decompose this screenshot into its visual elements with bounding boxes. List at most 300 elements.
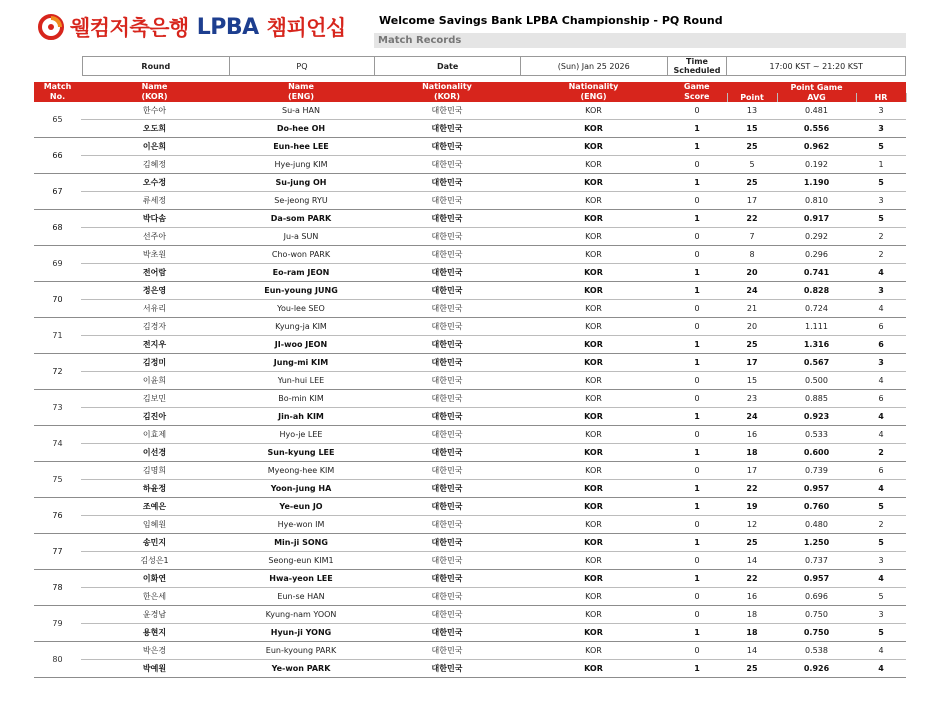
col-nat-eng-line2: (ENG) [580,92,607,101]
player-nationality-kor: 대한민국 [374,120,520,138]
player-name-eng: Su-a HAN [228,102,374,120]
table-row [34,282,906,300]
player-name-kor: 김혜정 [81,156,228,174]
player-nationality-eng: KOR [520,210,667,228]
table-row [34,246,906,264]
player-point: 25 [727,660,777,678]
document-title: Welcome Savings Bank LPBA Championship - PQ Round [379,14,723,27]
document-subtitle: Match Records [378,35,462,46]
player-name-kor: 김명희 [81,462,228,480]
player-game-score: 1 [667,336,727,354]
player-point: 14 [727,552,777,570]
player-nationality-eng: KOR [520,588,667,606]
player-name-kor: 류세정 [81,192,228,210]
logo-text-championship: 챔피언십 [266,16,346,40]
player-nationality-eng: KOR [520,516,667,534]
table-row [34,138,906,156]
player-point: 17 [727,462,777,480]
player-nationality-eng: KOR [520,606,667,624]
table-row [34,156,906,174]
player-hr: 2 [856,516,906,534]
round-info-row [82,56,906,76]
player-name-eng: Hyo-je LEE [228,426,374,444]
player-nationality-eng: KOR [520,480,667,498]
player-hr: 4 [856,408,906,426]
player-name-eng: Cho-won PARK [228,246,374,264]
player-point: 8 [727,246,777,264]
player-hr: 5 [856,174,906,192]
table-row [34,102,906,120]
player-nationality-kor: 대한민국 [374,354,520,372]
player-hr: 1 [856,156,906,174]
player-name-eng: Eun-kyoung PARK [228,642,374,660]
col-nat-kor-line1: Nationality [422,82,472,91]
player-hr: 6 [856,336,906,354]
player-name-eng: Jin-ah KIM [228,408,374,426]
match-number: 66 [34,138,81,174]
player-name-eng: Myeong-hee KIM [228,462,374,480]
col-nat-eng-line1: Nationality [568,82,619,91]
player-avg: 0.724 [777,300,856,318]
player-nationality-kor: 대한민국 [374,336,520,354]
player-game-score: 0 [667,588,727,606]
player-nationality-eng: KOR [520,264,667,282]
player-nationality-kor: 대한민국 [374,408,520,426]
player-nationality-kor: 대한민국 [374,174,520,192]
player-game-score: 0 [667,228,727,246]
player-name-eng: Kyung-nam YOON [228,606,374,624]
player-name-eng: Eo-ram JEON [228,264,374,282]
player-game-score: 1 [667,660,727,678]
player-game-score: 1 [667,264,727,282]
player-point: 7 [727,228,777,246]
player-game-score: 0 [667,516,727,534]
player-hr: 4 [856,480,906,498]
player-point: 15 [727,372,777,390]
player-game-score: 0 [667,156,727,174]
player-name-kor: 정은영 [81,282,228,300]
match-number: 68 [34,210,81,246]
player-name-eng: Sun-kyung LEE [228,444,374,462]
player-name-kor: 윤경남 [81,606,228,624]
player-avg: 0.885 [777,390,856,408]
player-avg: 0.737 [777,552,856,570]
match-number: 67 [34,174,81,210]
player-nationality-eng: KOR [520,372,667,390]
player-name-kor: 용현지 [81,624,228,642]
player-name-kor: 김성은1 [81,552,228,570]
player-name-eng: Yoon-jung HA [228,480,374,498]
player-name-eng: Ju-a SUN [228,228,374,246]
player-game-score: 1 [667,444,727,462]
player-nationality-kor: 대한민국 [374,606,520,624]
player-point: 17 [727,354,777,372]
match-number: 75 [34,462,81,498]
player-nationality-eng: KOR [520,192,667,210]
player-nationality-kor: 대한민국 [374,318,520,336]
player-avg: 0.296 [777,246,856,264]
player-name-kor: 오도희 [81,120,228,138]
player-nationality-kor: 대한민국 [374,282,520,300]
col-match-line1: Match [43,82,72,91]
time-label-line2: Scheduled [673,66,721,75]
table-row [34,228,906,246]
player-hr: 3 [856,552,906,570]
player-nationality-eng: KOR [520,570,667,588]
player-game-score: 0 [667,372,727,390]
player-avg: 0.192 [777,156,856,174]
player-avg: 1.316 [777,336,856,354]
match-number: 69 [34,246,81,282]
player-name-kor: 한수아 [81,102,228,120]
player-name-eng: Hye-won IM [228,516,374,534]
table-row [34,534,906,552]
player-hr: 4 [856,642,906,660]
player-hr: 4 [856,570,906,588]
player-point: 17 [727,192,777,210]
col-game-score [667,82,727,102]
col-point-game: Point Game [727,82,906,93]
player-point: 25 [727,138,777,156]
records-body [34,102,906,678]
table-row [34,408,906,426]
time-label [668,57,728,75]
player-hr: 4 [856,660,906,678]
player-nationality-kor: 대한민국 [374,498,520,516]
col-name-kor-line2: (KOR) [141,92,168,101]
player-hr: 6 [856,390,906,408]
player-nationality-eng: KOR [520,660,667,678]
match-number: 72 [34,354,81,390]
player-name-eng: Kyung-ja KIM [228,318,374,336]
player-avg: 1.190 [777,174,856,192]
col-hr: HR [856,93,906,102]
time-label-line1: Time [686,57,708,66]
player-point: 22 [727,480,777,498]
col-point: Point [727,93,777,102]
match-records-table [34,82,907,678]
player-game-score: 1 [667,174,727,192]
player-name-kor: 하윤정 [81,480,228,498]
player-avg: 0.480 [777,516,856,534]
player-nationality-eng: KOR [520,336,667,354]
player-name-kor: 조예은 [81,498,228,516]
match-number: 77 [34,534,81,570]
player-name-eng: Hyun-ji YONG [228,624,374,642]
player-avg: 0.923 [777,408,856,426]
player-avg: 1.111 [777,318,856,336]
player-nationality-kor: 대한민국 [374,228,520,246]
player-hr: 4 [856,264,906,282]
col-score-line2: Score [684,92,710,101]
player-hr: 5 [856,498,906,516]
player-nationality-kor: 대한민국 [374,390,520,408]
player-avg: 0.917 [777,210,856,228]
logo-text-kr: 웰컴저축은행 [70,16,189,40]
table-row [34,606,906,624]
col-name-eng-line2: (ENG) [287,92,315,101]
player-name-kor: 이화연 [81,570,228,588]
table-row [34,210,906,228]
player-name-eng: Su-jung OH [228,174,374,192]
player-nationality-kor: 대한민국 [374,462,520,480]
logo-text-lpba: LPBA [196,14,259,40]
player-name-kor: 이효제 [81,426,228,444]
player-point: 16 [727,426,777,444]
player-point: 18 [727,606,777,624]
player-hr: 2 [856,228,906,246]
match-number: 65 [34,102,81,138]
player-name-eng: Seong-eun KIM1 [228,552,374,570]
player-avg: 0.500 [777,372,856,390]
match-number: 73 [34,390,81,426]
player-nationality-kor: 대한민국 [374,480,520,498]
match-number: 74 [34,426,81,462]
player-nationality-eng: KOR [520,408,667,426]
player-hr: 3 [856,192,906,210]
player-game-score: 0 [667,426,727,444]
player-hr: 4 [856,426,906,444]
player-game-score: 0 [667,462,727,480]
col-match-line2: No. [49,92,66,101]
col-nationality-eng [520,82,667,102]
player-name-kor: 이윤희 [81,372,228,390]
player-hr: 3 [856,606,906,624]
player-hr: 3 [856,102,906,120]
player-name-kor: 김보민 [81,390,228,408]
col-match-no [34,82,81,102]
player-name-eng: Se-jeong RYU [228,192,374,210]
player-nationality-kor: 대한민국 [374,570,520,588]
player-hr: 4 [856,300,906,318]
player-point: 19 [727,498,777,516]
player-avg: 0.538 [777,642,856,660]
match-number: 76 [34,498,81,534]
player-name-kor: 김진아 [81,408,228,426]
player-point: 16 [727,588,777,606]
table-row [34,390,906,408]
date-value: (Sun) Jan 25 2026 [521,57,668,75]
table-row [34,372,906,390]
date-label: Date [375,57,521,75]
player-nationality-eng: KOR [520,120,667,138]
welcome-logo-icon [38,14,64,40]
table-row [34,444,906,462]
player-game-score: 0 [667,390,727,408]
player-nationality-kor: 대한민국 [374,264,520,282]
player-name-kor: 김경자 [81,318,228,336]
player-name-kor: 한은세 [81,588,228,606]
header-row [34,82,906,93]
table-row [34,120,906,138]
player-game-score: 1 [667,138,727,156]
table-row [34,336,906,354]
player-name-eng: Do-hee OH [228,120,374,138]
player-hr: 2 [856,246,906,264]
player-point: 13 [727,102,777,120]
match-number: 71 [34,318,81,354]
player-point: 18 [727,444,777,462]
player-nationality-eng: KOR [520,156,667,174]
player-hr: 5 [856,138,906,156]
player-nationality-kor: 대한민국 [374,426,520,444]
player-point: 24 [727,282,777,300]
player-nationality-kor: 대한민국 [374,444,520,462]
player-name-kor: 김정미 [81,354,228,372]
player-nationality-eng: KOR [520,174,667,192]
player-name-kor: 이은희 [81,138,228,156]
player-avg: 0.957 [777,570,856,588]
player-avg: 0.741 [777,264,856,282]
player-point: 18 [727,624,777,642]
player-name-eng: Hwa-yeon LEE [228,570,374,588]
player-point: 12 [727,516,777,534]
player-nationality-kor: 대한민국 [374,246,520,264]
player-nationality-eng: KOR [520,498,667,516]
table-row [34,462,906,480]
player-name-eng: Bo-min KIM [228,390,374,408]
player-nationality-eng: KOR [520,624,667,642]
player-avg: 0.957 [777,480,856,498]
player-point: 22 [727,210,777,228]
player-avg: 0.481 [777,102,856,120]
player-point: 25 [727,174,777,192]
player-point: 22 [727,570,777,588]
player-game-score: 1 [667,210,727,228]
player-point: 5 [727,156,777,174]
table-row [34,570,906,588]
player-nationality-eng: KOR [520,246,667,264]
player-game-score: 1 [667,120,727,138]
player-nationality-kor: 대한민국 [374,660,520,678]
player-point: 24 [727,408,777,426]
col-name-eng-line1: Name [288,82,314,91]
player-nationality-kor: 대한민국 [374,516,520,534]
player-nationality-eng: KOR [520,642,667,660]
player-nationality-kor: 대한민국 [374,624,520,642]
brand-logo [38,12,346,42]
player-avg: 0.533 [777,426,856,444]
player-name-eng: Hye-jung KIM [228,156,374,174]
table-row [34,354,906,372]
player-nationality-kor: 대한민국 [374,156,520,174]
table-row [34,624,906,642]
player-game-score: 0 [667,192,727,210]
player-avg: 0.810 [777,192,856,210]
player-nationality-eng: KOR [520,390,667,408]
player-avg: 0.828 [777,282,856,300]
col-nat-kor-line2: (KOR) [433,92,461,101]
player-nationality-kor: 대한민국 [374,588,520,606]
player-hr: 5 [856,534,906,552]
player-name-kor: 전지우 [81,336,228,354]
player-nationality-eng: KOR [520,552,667,570]
player-nationality-eng: KOR [520,354,667,372]
player-game-score: 1 [667,282,727,300]
time-value: 17:00 KST ~ 21:20 KST [769,61,863,71]
table-row [34,300,906,318]
player-avg: 0.926 [777,660,856,678]
player-name-eng: Min-ji SONG [228,534,374,552]
player-nationality-eng: KOR [520,426,667,444]
player-game-score: 0 [667,318,727,336]
player-name-kor: 임혜원 [81,516,228,534]
player-nationality-eng: KOR [520,228,667,246]
player-point: 21 [727,300,777,318]
player-hr: 4 [856,372,906,390]
player-game-score: 0 [667,246,727,264]
player-name-kor: 박예원 [81,660,228,678]
match-number: 78 [34,570,81,606]
player-avg: 0.962 [777,138,856,156]
player-name-kor: 박다솜 [81,210,228,228]
table-row [34,516,906,534]
player-name-kor: 박은경 [81,642,228,660]
player-avg: 0.760 [777,498,856,516]
player-avg: 0.292 [777,228,856,246]
player-name-kor: 서유리 [81,300,228,318]
player-name-eng: Ye-won PARK [228,660,374,678]
player-avg: 0.567 [777,354,856,372]
table-row [34,552,906,570]
player-name-kor: 전어람 [81,264,228,282]
player-game-score: 0 [667,300,727,318]
player-hr: 3 [856,282,906,300]
player-name-eng: Ye-eun JO [228,498,374,516]
player-nationality-eng: KOR [520,444,667,462]
player-nationality-eng: KOR [520,102,667,120]
match-number: 80 [34,642,81,678]
player-hr: 5 [856,210,906,228]
player-name-eng: Eun-young JUNG [228,282,374,300]
player-nationality-kor: 대한민국 [374,642,520,660]
player-game-score: 1 [667,498,727,516]
player-hr: 2 [856,444,906,462]
table-row [34,498,906,516]
player-name-kor: 이선경 [81,444,228,462]
player-nationality-kor: 대한민국 [374,372,520,390]
player-nationality-eng: KOR [520,282,667,300]
table-row [34,318,906,336]
player-name-eng: Yun-hui LEE [228,372,374,390]
table-row [34,660,906,678]
player-avg: 0.739 [777,462,856,480]
player-game-score: 0 [667,606,727,624]
player-nationality-kor: 대한민국 [374,210,520,228]
player-name-eng: JI-woo JEON [228,336,374,354]
col-name-kor-line1: Name [141,82,168,91]
player-nationality-eng: KOR [520,534,667,552]
table-row [34,192,906,210]
table-row [34,642,906,660]
player-nationality-eng: KOR [520,300,667,318]
player-nationality-eng: KOR [520,138,667,156]
player-name-kor: 박초원 [81,246,228,264]
round-value: PQ [230,57,376,75]
player-game-score: 0 [667,552,727,570]
table-row [34,264,906,282]
player-point: 20 [727,318,777,336]
player-game-score: 1 [667,570,727,588]
player-name-eng: Jung-mi KIM [228,354,374,372]
col-name-eng [228,82,374,102]
player-game-score: 1 [667,354,727,372]
match-number: 79 [34,606,81,642]
player-avg: 1.250 [777,534,856,552]
player-game-score: 1 [667,480,727,498]
col-score-line1: Game [683,82,710,91]
player-avg: 0.750 [777,624,856,642]
